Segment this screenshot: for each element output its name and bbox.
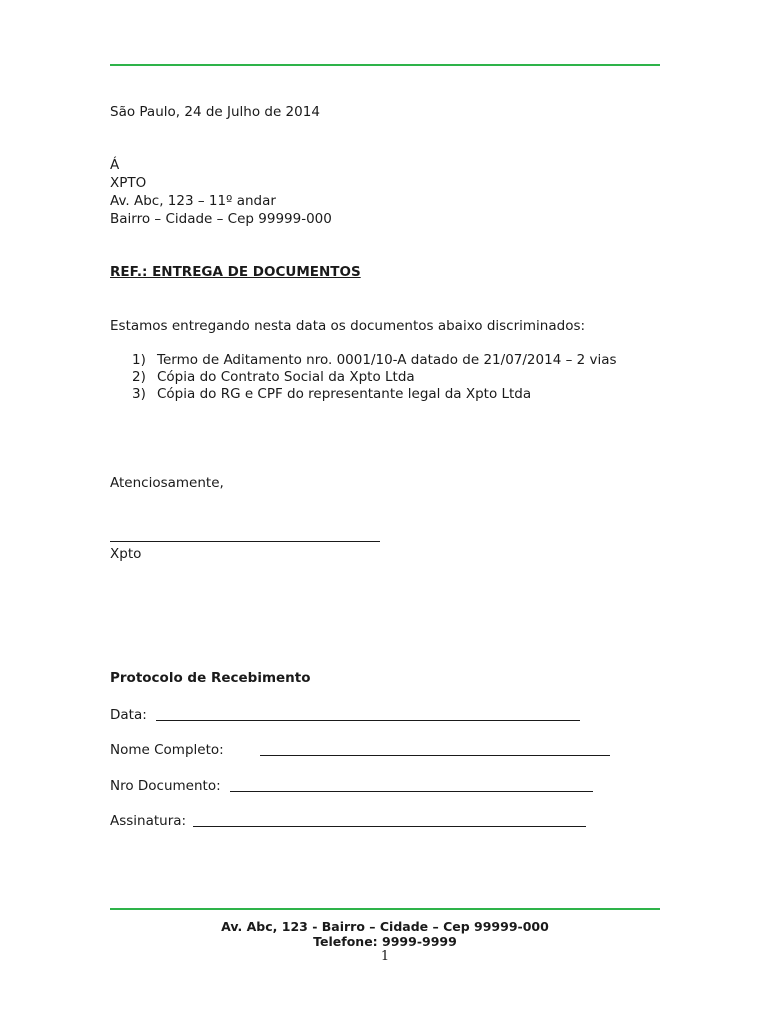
list-item-text: Cópia do Contrato Social da Xpto Ltda — [157, 369, 415, 385]
field-blank-line — [156, 720, 580, 721]
date-line: São Paulo, 24 de Julho de 2014 — [110, 104, 320, 120]
list-item-text: Termo de Aditamento nro. 0001/10-A datado de 21/07/2014 – 2 vias — [157, 352, 617, 368]
list-item-number: 1) — [132, 352, 146, 368]
list-item — [132, 369, 617, 386]
list-item-number: 2) — [132, 369, 146, 385]
list-item-text: Cópia do RG e CPF do representante legal da Xpto Ltda — [157, 386, 532, 402]
header-rule — [110, 64, 660, 66]
document-list — [132, 352, 617, 403]
page-number: 1 — [380, 949, 390, 964]
protocol-field-date — [110, 706, 147, 724]
protocol-title: Protocolo de Recebimento — [110, 670, 311, 686]
signature-name: Xpto — [110, 546, 142, 562]
reference-line: REF.: ENTREGA DE DOCUMENTOS — [110, 264, 361, 280]
field-label: Nome Completo: — [110, 742, 224, 758]
protocol-field-document-number — [110, 777, 221, 795]
footer-rule — [110, 908, 660, 910]
field-label: Nro Documento: — [110, 778, 221, 794]
recipient-address: Av. Abc, 123 – 11º andar — [110, 193, 276, 209]
field-blank-line — [260, 755, 610, 756]
field-label: Assinatura: — [110, 813, 187, 829]
intro-paragraph: Estamos entregando nesta data os documentos abaixo discriminados: — [110, 318, 586, 334]
field-label: Data: — [110, 707, 147, 723]
recipient-name: XPTO — [110, 175, 147, 191]
closing-line: Atenciosamente, — [110, 475, 224, 491]
list-item-number: 3) — [132, 386, 146, 402]
footer-address: Av. Abc, 123 - Bairro – Cidade – Cep 99999-000 — [221, 919, 549, 934]
list-item — [132, 352, 617, 369]
field-blank-line — [193, 826, 586, 827]
recipient-city: Bairro – Cidade – Cep 99999-000 — [110, 211, 332, 227]
signature-line — [110, 541, 380, 542]
protocol-field-signature — [110, 812, 186, 830]
recipient-salutation: Á — [110, 157, 120, 173]
footer-phone: Telefone: 9999-9999 — [313, 934, 457, 949]
list-item — [132, 386, 617, 403]
field-blank-line — [230, 791, 593, 792]
protocol-field-full-name — [110, 741, 224, 759]
